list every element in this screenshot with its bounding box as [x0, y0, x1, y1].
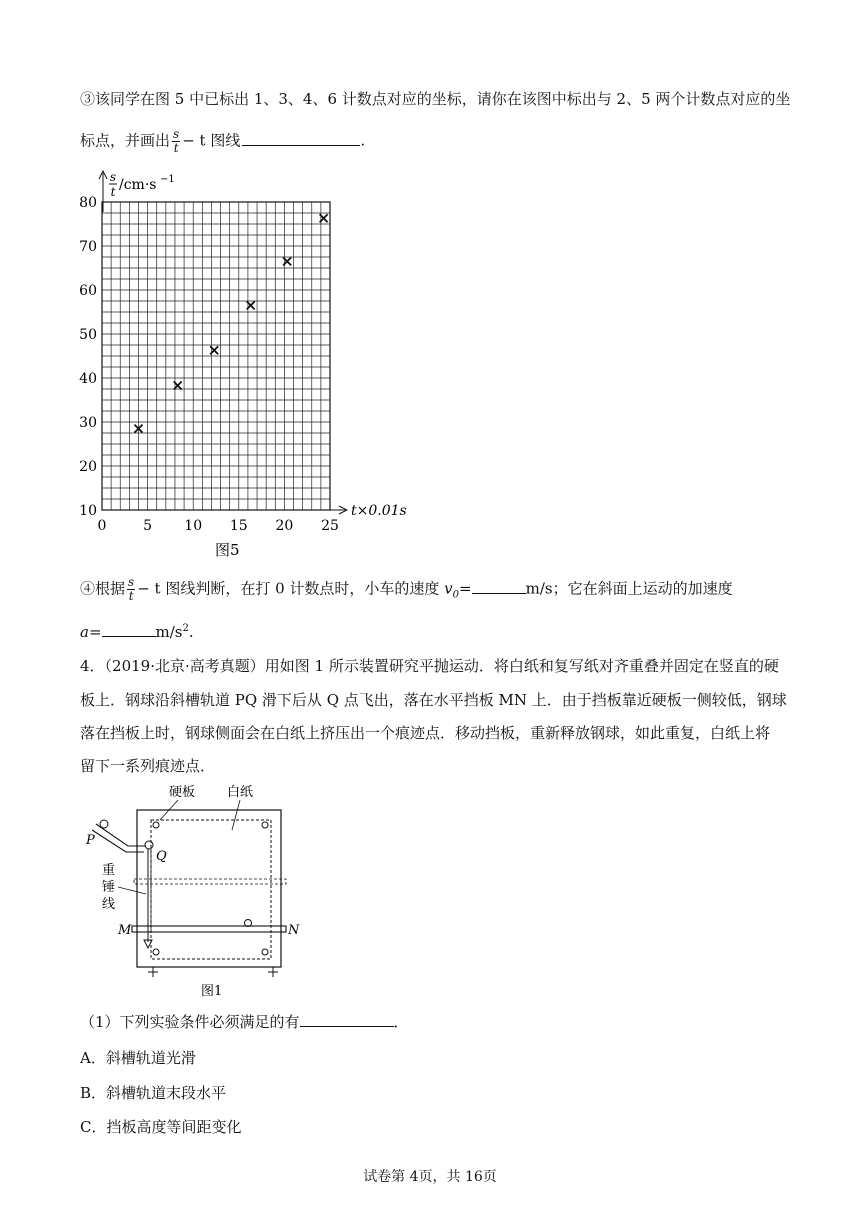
shelf-mn: [132, 926, 286, 932]
answer-blank-sub1[interactable]: [300, 1010, 394, 1027]
y-tick-label: 30: [79, 415, 97, 431]
step4-unit2: m/s: [155, 623, 183, 641]
subquestion1-text: （1）下列实验条件必须满足的有: [80, 1013, 300, 1031]
pin-circle: [262, 822, 268, 828]
question4-line1: 4．（2019·北京·高考真题）用如图 1 所示装置研究平抛运动．将白纸和复写纸对齐重叠并固定在竖直的硬: [80, 657, 779, 675]
answer-blank-graph[interactable]: [242, 129, 360, 146]
y-tick-labels: [79, 195, 97, 519]
question4-line3: 落在挡板上时，钢球侧面会在白纸上挤压出一个痕迹点．移动挡板，重新释放钢球，如此重复，白纸上将: [80, 724, 771, 742]
option-b: B．斜槽轨道末段水平: [80, 1084, 227, 1102]
a-symbol: a: [80, 623, 89, 641]
subquestion1-end: ．: [393, 1013, 409, 1031]
ball-at-p: [100, 820, 108, 828]
y-tick-label: 40: [79, 371, 97, 387]
ramp-track: [92, 824, 146, 852]
x-tick-label: 15: [229, 518, 248, 534]
step4-unit1: m/s；它在斜面上运动的加速度: [525, 579, 733, 598]
step3-text-end: .: [360, 131, 366, 150]
question-step4-line2: [80, 617, 194, 644]
unit2-exponent: 2: [182, 623, 189, 634]
page-footer: 试卷第 4页，共 16页: [363, 1169, 497, 1185]
label-q: Q: [156, 849, 167, 864]
label-plumb-1: 重: [102, 863, 116, 878]
v0-symbol: v: [444, 579, 453, 598]
answer-blank-a[interactable]: [102, 620, 156, 637]
question4-line4: 留下一系列痕迹点．: [80, 757, 216, 775]
subquestion1: [80, 1010, 409, 1034]
question-step3-line2: [80, 128, 365, 155]
y-axis-label: [99, 170, 175, 212]
label-plumb-2: 锤: [102, 880, 116, 895]
fraction-numerator: s: [173, 127, 180, 141]
question-step4-line1: [80, 576, 733, 608]
ball-at-q: [145, 841, 153, 849]
y-tick-label: 60: [79, 283, 97, 299]
x-tick-label: 25: [321, 518, 339, 534]
x-tick-labels: [98, 518, 339, 534]
previous-shelf: [134, 879, 286, 884]
label-m: M: [118, 923, 132, 938]
figure1-caption: 图1: [201, 984, 223, 999]
ylabel-exponent: −1: [160, 174, 175, 185]
y-tick-label: 50: [79, 327, 97, 343]
pin-circle: [153, 822, 159, 828]
v0-equals: =: [459, 579, 472, 598]
fraction-denominator: t: [173, 141, 179, 155]
label-p: P: [86, 833, 95, 848]
option-c: C．挡板高度等间距变化: [80, 1118, 242, 1136]
figure1-apparatus: [82, 782, 322, 1002]
y-tick-label: 20: [79, 459, 97, 475]
step3-text-mid: − t 图线: [182, 131, 241, 150]
question-step3-line1: ③该同学在图 5 中已标出 1、3、4、6 计数点对应的坐标，请你在该图中标出与 2、5 两个计数点对应的坐: [80, 90, 791, 108]
y-tick-label: 70: [79, 239, 97, 255]
step3-text-pre: 标点，并画出: [80, 131, 171, 150]
x-tick-label: 0: [97, 518, 107, 534]
plus-mark: [268, 967, 278, 977]
x-axis-arrow: [330, 506, 347, 514]
x-tick-label: 5: [143, 518, 153, 534]
fraction-numerator: s: [128, 575, 135, 589]
question4-line2: 板上．钢球沿斜槽轨道 PQ 滑下后从 Q 点飞出，落在水平挡板 MN 上．由于挡板靠近硬板一侧较低，钢球: [80, 691, 787, 709]
step4-text-mid: − t 图线判断，在打 0 计数点时，小车的速度: [137, 579, 445, 598]
ylabel-unit: /cm·s: [119, 177, 157, 193]
ylabel-frac-num: s: [109, 170, 117, 184]
label-plumb-3: 线: [102, 897, 116, 912]
step4-text-pre: ④根据: [80, 579, 126, 598]
pin-circle: [153, 949, 159, 955]
x-tick-label: 10: [184, 518, 203, 534]
hard-board: [137, 810, 281, 967]
ylabel-frac-den: t: [110, 185, 116, 199]
chart-grid: [102, 202, 330, 510]
s-over-t-fraction-2: [127, 576, 135, 603]
label-board: 硬板: [169, 785, 196, 800]
label-n: N: [288, 923, 300, 938]
s-over-t-fraction: [172, 128, 180, 155]
label-paper: 白纸: [227, 785, 254, 800]
option-a: A．斜槽轨道光滑: [80, 1049, 196, 1067]
pin-circle: [262, 949, 268, 955]
x-tick-label: 20: [275, 518, 294, 534]
white-paper: [151, 820, 271, 959]
a-equals: =: [88, 623, 102, 641]
v0-subscript: 0: [452, 589, 460, 601]
y-tick-label: 80: [79, 195, 97, 211]
plus-mark: [148, 967, 158, 977]
figure5-chart: [70, 170, 430, 560]
y-tick-label: 10: [79, 503, 97, 519]
fraction-denominator: t: [128, 589, 134, 603]
figure5-caption: 图5: [215, 541, 240, 559]
answer-blank-v0[interactable]: [472, 577, 526, 594]
x-axis-label: t×0.01s: [351, 503, 407, 519]
step4-end: .: [188, 623, 194, 641]
